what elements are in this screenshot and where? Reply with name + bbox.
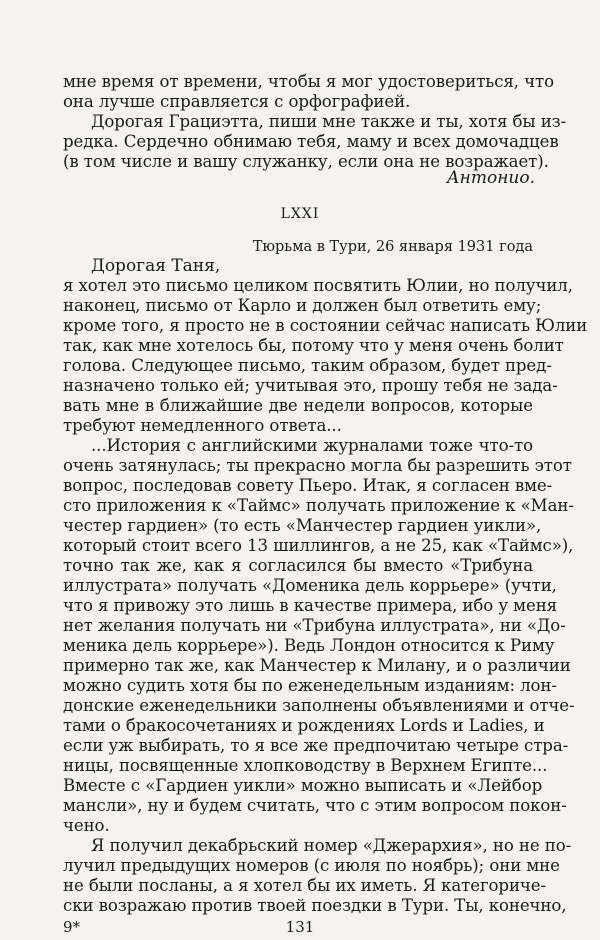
text-line: мансли», ну и будем считать, что с этим вопросом покон- bbox=[63, 796, 567, 815]
text-line: она лучше справляется с орфографией. bbox=[63, 92, 411, 111]
text-line: лучил предыдущих номеров (с июля по ноябрь); они мне bbox=[63, 856, 560, 875]
text-line: если уж выбирать, то я все же предпочитаю четыре стра- bbox=[63, 736, 569, 755]
text-line: можно судить хотя бы по еженедельным изданиям: лон- bbox=[63, 676, 557, 695]
text-line: вопрос, последовав совету Пьеро. Итак, я согласен вме- bbox=[63, 476, 553, 495]
text-line: кроме того, я просто не в состоянии сейчас написать Юлии bbox=[63, 316, 588, 335]
text-line: наконец, письмо от Карло и должен был ответить ему; bbox=[63, 296, 542, 315]
text-line: ...История с английскими журналами тоже что-то bbox=[91, 436, 533, 455]
text-line: меника дель коррьере»). Ведь Лондон относится к Риму bbox=[63, 636, 555, 655]
text-line: честер гардиен» (то есть «Манчестер гардиен уикли», bbox=[63, 516, 542, 535]
text-line: не были посланы, а я хотел бы их иметь. Я категориче- bbox=[63, 876, 547, 895]
text-line: (в том числе и вашу служанку, если она не возражает). bbox=[63, 152, 549, 171]
text-line: Дорогая Грациэтта, пиши мне также и ты, хотя бы из- bbox=[91, 112, 567, 131]
letter-signature: Антонио. bbox=[446, 168, 535, 188]
text-line: ски возражаю против твоей поездки в Тури. Ты, конечно, bbox=[63, 896, 567, 915]
text-line: нет желания получать ни «Трибуна иллустрата», ни «До- bbox=[63, 616, 566, 635]
text-line: вать мне в ближайшие две недели вопросов, которые bbox=[63, 396, 533, 415]
text-line: чено. bbox=[63, 816, 110, 835]
text-line: примерно так же, как Манчестер к Милану, и о различии bbox=[63, 656, 571, 675]
text-line: требуют немедленного ответа... bbox=[63, 416, 342, 435]
text-line: донские еженедельники заполнены объявлениями и отче- bbox=[63, 696, 575, 715]
text-line: Я получил декабрьский номер «Джерархия», но не по- bbox=[91, 836, 572, 855]
text-line: что я привожу это лишь в качестве примера, ибо у меня bbox=[63, 596, 558, 615]
text-line: редка. Сердечно обнимаю тебя, маму и всех домочадцев bbox=[63, 132, 559, 151]
text-line: который стоит всего 13 шиллингов, а не 25, как «Таймс»), bbox=[63, 536, 574, 555]
text-line: иллустрата» получать «Доменика дель коррьере» (учти, bbox=[63, 576, 557, 595]
text-line: назначено только ей; учитывая это, прошу тебя не зада- bbox=[63, 376, 558, 395]
text-line: сто приложения к «Таймс» получать приложение к «Ман- bbox=[63, 496, 574, 515]
text-line: очень затянулась; ты прекрасно могла бы разрешить этот bbox=[63, 456, 572, 475]
letter-number-heading: LXXI bbox=[280, 206, 320, 222]
dateline: Тюрьма в Тури, 26 января 1931 года bbox=[252, 239, 533, 255]
text-line: ницы, посвященные хлопководству в Верхнем Египте... bbox=[63, 756, 548, 775]
text-line: голова. Следующее письмо, таким образом, будет пред- bbox=[63, 356, 552, 375]
printer-signature-mark: 9* bbox=[63, 918, 81, 936]
text-line: так, как мне хотелось бы, потому что у меня очень болит bbox=[63, 336, 564, 355]
text-line: мне время от времени, чтобы я мог удостовериться, что bbox=[63, 72, 554, 91]
text-line: я хотел это письмо целиком посвятить Юлии, но получил, bbox=[63, 276, 573, 295]
text-line: Вместе с «Гардиен уикли» можно выписать и «Лейбор bbox=[63, 776, 543, 795]
greeting: Дорогая Таня, bbox=[91, 256, 221, 276]
page-number: 131 bbox=[285, 918, 315, 936]
text-line: точно так же, как я согласился бы вместо «Трибуна bbox=[63, 556, 533, 575]
text-line: тами о бракосочетаниях и рождениях Lords и Ladies, и bbox=[63, 716, 545, 735]
